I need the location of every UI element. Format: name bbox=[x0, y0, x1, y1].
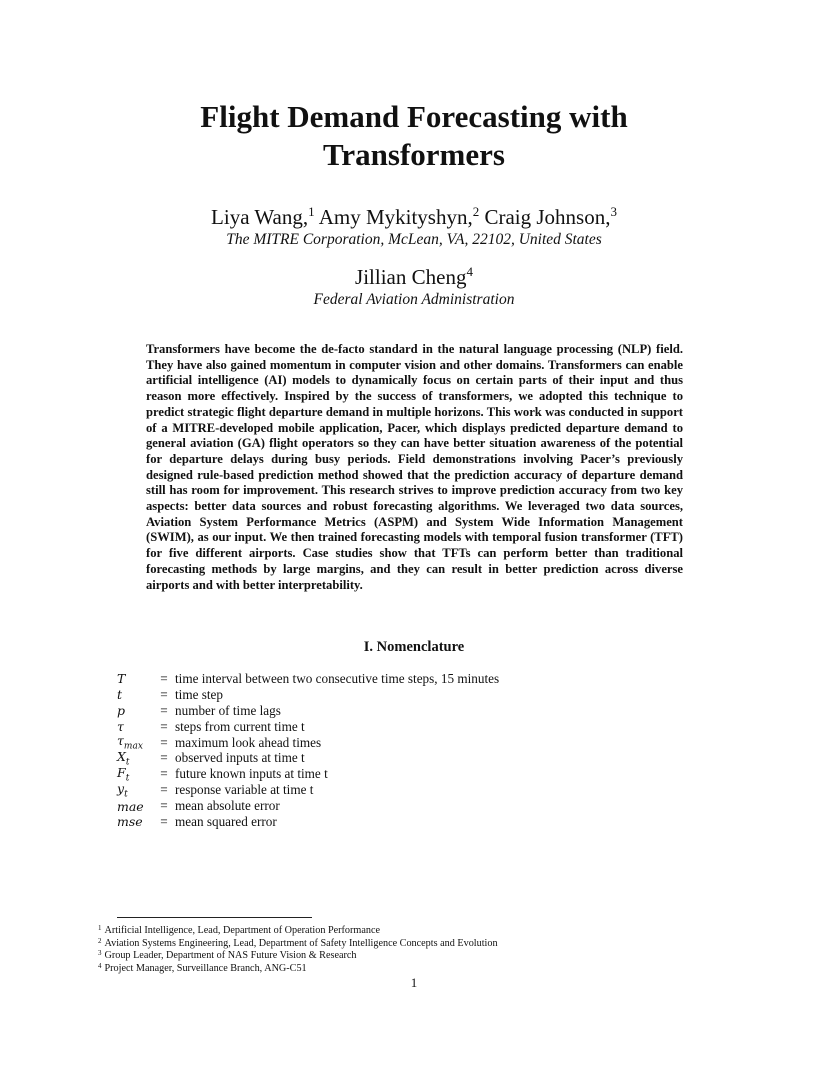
footnote-mark: 3 bbox=[98, 949, 102, 957]
symbol-base: X bbox=[117, 749, 126, 765]
title-line-1: Flight Demand Forecasting with bbox=[200, 99, 628, 134]
footnote-text: Project Manager, Surveillance Branch, ANG-C51 bbox=[104, 962, 307, 974]
equals-sign: = bbox=[160, 686, 168, 702]
nomenclature-symbol bbox=[117, 814, 153, 829]
symbol-subscript: t bbox=[125, 757, 130, 768]
nomenclature-row bbox=[117, 671, 499, 687]
footnote-text: Group Leader, Department of NAS Future Vision & Research bbox=[104, 950, 357, 961]
nomenclature-symbol bbox=[117, 703, 153, 718]
author-name: Jillian Cheng bbox=[355, 265, 467, 289]
nomenclature-row bbox=[117, 719, 499, 735]
footnote-text: Artificial Intelligence, Lead, Department of Operation Performance bbox=[104, 925, 381, 936]
page-number: 1 bbox=[410, 975, 418, 990]
symbol-base: mse bbox=[117, 814, 143, 830]
symbol-base: τ bbox=[117, 719, 124, 735]
author-name: Amy Mykityshyn, bbox=[318, 205, 473, 229]
author-mark: 2 bbox=[472, 204, 480, 219]
nomenclature-definition: mean squared error bbox=[175, 813, 277, 829]
nomenclature-definition: steps from current time t bbox=[175, 718, 305, 734]
abstract: Transformers have become the de-facto standard in the natural language processing (NLP) field. They have also gained momentum in computer vision and other domains. Transformers can enable artificial intelligence (AI) models to dynamically focus on certain parts of their input and thus reason more effectively. Inspired by the success of transformers, we adopted this technique to predict strategic flight departure demand in multiple horizons. This work was conducted in support of a MITRE-developed mobile application, Pacer, which displays predicted departure demand to general aviation (GA) flight operators so they can have better situation awareness of the potential for departure delays during busy periods. Field demonstrations involving Pacer’s previously designed rule-based prediction method showed that the prediction accuracy of departure demand still has room for improvement. This research strives to improve prediction accuracy from two key aspects: better data sources and robust forecasting algorithms. We leveraged two data sources, Aviation System Performance Metrics (ASPM) and System Wide Information Management (SWIM), as our input. We then trained forecasting models with temporal fusion transformer (TFT) for five different airports. Case studies show that TFTs can perform better than traditional forecasting methods by large margins, and they can result in better prediction across diverse airports and with better interpretability. bbox=[146, 342, 683, 592]
footnote-mark: 2 bbox=[98, 936, 102, 945]
symbol-base: F bbox=[117, 765, 126, 781]
nomenclature-row bbox=[117, 703, 499, 719]
nomenclature-symbol bbox=[117, 719, 153, 734]
nomenclature-symbol bbox=[117, 671, 153, 686]
nomenclature-definition: response variable at time t bbox=[175, 782, 314, 798]
nomenclature-definition: observed inputs at time t bbox=[175, 750, 305, 766]
nomenclature-symbol bbox=[117, 687, 153, 702]
footnote-mark: 4 bbox=[98, 961, 102, 970]
symbol-base: τ bbox=[117, 733, 124, 749]
nomenclature-definition: number of time lags bbox=[175, 702, 281, 718]
nomenclature-definition: mean absolute error bbox=[175, 798, 280, 814]
symbol-base: p bbox=[117, 703, 126, 719]
affiliation-faa: Federal Aviation Administration bbox=[313, 291, 515, 308]
equals-sign: = bbox=[160, 782, 168, 798]
author-list bbox=[100, 204, 728, 230]
author-name: Craig Johnson, bbox=[484, 205, 611, 229]
footnote-text: Aviation Systems Engineering, Lead, Department of Safety Intelligence Concepts and Evolution bbox=[104, 937, 498, 949]
equals-sign: = bbox=[160, 718, 168, 734]
symbol-base: T bbox=[117, 671, 126, 687]
author-mark: 1 bbox=[308, 204, 315, 219]
equals-sign: = bbox=[160, 750, 168, 766]
footnote-divider bbox=[117, 917, 312, 918]
footnote bbox=[98, 950, 498, 963]
equals-sign: = bbox=[160, 670, 168, 686]
author-mark: 4 bbox=[466, 264, 473, 279]
symbol-subscript: t bbox=[125, 773, 130, 784]
symbol-subscript: max bbox=[123, 741, 143, 752]
symbol-base: y bbox=[117, 780, 125, 796]
nomenclature-definition: maximum look ahead times bbox=[175, 734, 322, 750]
nomenclature-symbol bbox=[117, 781, 153, 800]
nomenclature-symbol bbox=[117, 799, 153, 814]
footnote bbox=[98, 925, 498, 938]
nomenclature-row bbox=[117, 798, 499, 814]
author-mark: 3 bbox=[610, 204, 617, 219]
second-author-line bbox=[100, 264, 728, 290]
footnote bbox=[98, 938, 498, 951]
affiliation-mitre: The MITRE Corporation, McLean, VA, 22102, United States bbox=[226, 231, 602, 248]
nomenclature-row bbox=[117, 782, 499, 798]
paper-title bbox=[100, 98, 728, 174]
nomenclature-definition: time step bbox=[175, 686, 223, 702]
equals-sign: = bbox=[160, 798, 168, 814]
section-heading-nomenclature: I. Nomenclature bbox=[363, 639, 465, 655]
symbol-base: mae bbox=[117, 798, 144, 814]
footnote-mark: 1 bbox=[98, 924, 102, 932]
footnote bbox=[98, 963, 498, 976]
nomenclature-definition: time interval between two consecutive time steps, 15 minutes bbox=[175, 670, 500, 686]
equals-sign: = bbox=[160, 813, 168, 829]
nomenclature-list bbox=[117, 671, 499, 830]
nomenclature-definition: future known inputs at time t bbox=[175, 766, 328, 782]
author-name: Liya Wang, bbox=[211, 205, 309, 229]
nomenclature-row bbox=[117, 750, 499, 766]
nomenclature-row bbox=[117, 735, 499, 751]
nomenclature-row bbox=[117, 687, 499, 703]
symbol-subscript: t bbox=[124, 789, 128, 800]
nomenclature-row bbox=[117, 766, 499, 782]
equals-sign: = bbox=[160, 702, 168, 718]
title-line-2: Transformers bbox=[323, 137, 505, 172]
nomenclature-row bbox=[117, 814, 499, 830]
footnotes bbox=[98, 925, 498, 975]
equals-sign: = bbox=[160, 734, 168, 750]
symbol-base: t bbox=[117, 687, 123, 703]
equals-sign: = bbox=[160, 766, 168, 782]
